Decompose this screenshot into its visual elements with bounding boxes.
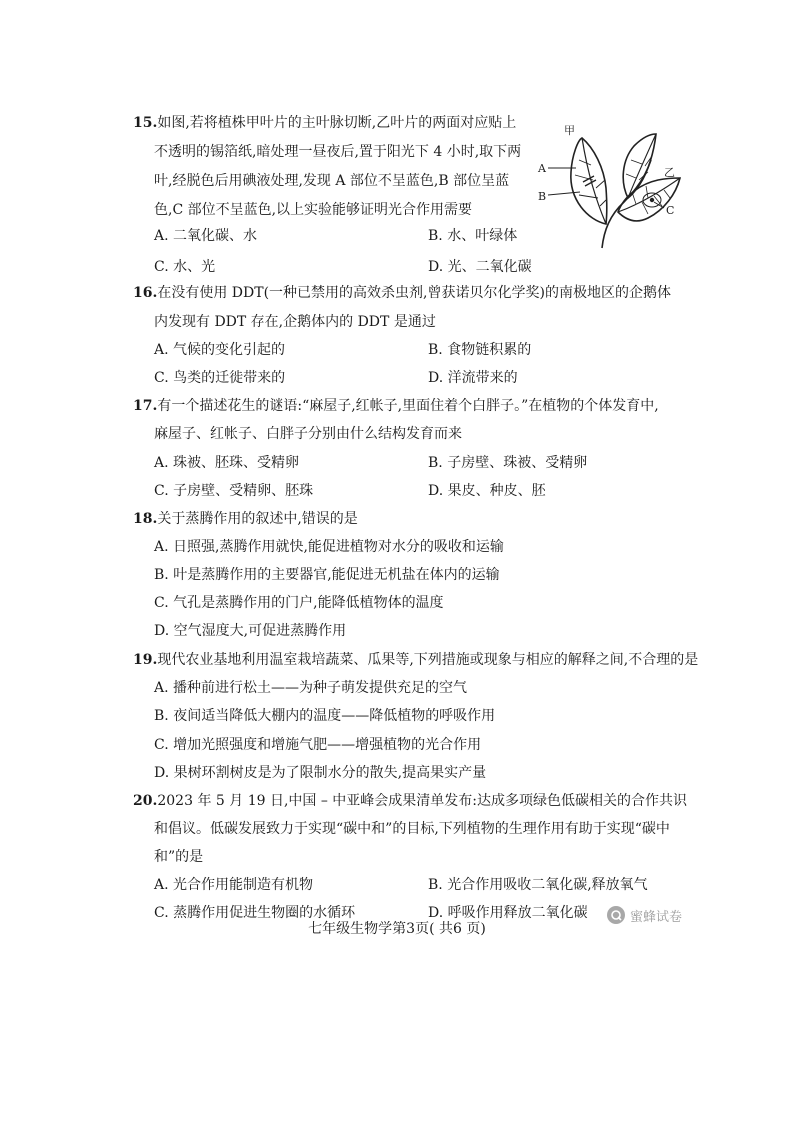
label-line-c [654, 202, 664, 208]
q15-option-b: B. 水、叶绿体 [428, 228, 518, 244]
q19-option-c: C. 增加光照强度和增施气肥——增强植物的光合作用 [154, 737, 482, 753]
q16-option-a: A. 气候的变化引起的 [154, 342, 286, 358]
q17-option-a: A. 珠被、胚珠、受精卵 [154, 455, 300, 471]
q20-option-d: D. 呼吸作用释放二氧化碳 [428, 905, 588, 921]
q18-number: 18. [133, 511, 158, 527]
label-line-b [548, 192, 580, 195]
page-footer: 七年级生物学第3页( 共6 页) [308, 921, 486, 937]
q19-option-b: B. 夜间适当降低大棚内的温度——降低植物的呼吸作用 [154, 708, 496, 724]
label-c: C [666, 204, 675, 217]
label-yi: 乙 [664, 166, 675, 179]
q15-line-1: 15.如图,若将植株甲叶片的主叶脉切断,乙叶片的两面对应贴上 [133, 115, 517, 131]
point-c-dot [650, 198, 654, 202]
q17-line-1: 17.有一个描述花生的谜语:“麻屋子,红帐子,里面住着个白胖子。”在植物的个体发育中, [133, 398, 659, 414]
q19-line-1: 19.现代农业基地利用温室栽培蔬菜、瓜果等,下列措施或现象与相应的解释之间,不合理的是 [133, 652, 699, 668]
q16-line-2: 内发现有 DDT 存在,企鹅体内的 DDT 是通过 [154, 314, 436, 330]
q15-line-3: 叶,经脱色后用碘液处理,发现 A 部位不呈蓝色,B 部位呈蓝 [154, 173, 510, 189]
plant-leaf-figure [536, 120, 686, 250]
label-a: A [538, 162, 546, 175]
label-b: B [538, 190, 547, 203]
q15-line-4: 色,C 部位不呈蓝色,以上实验能够证明光合作用需要 [154, 202, 473, 218]
watermark-text: 蜜蜂试卷 [630, 909, 683, 925]
q16-option-b: B. 食物链积累的 [428, 342, 532, 358]
q15-option-d: D. 光、二氧化碳 [428, 259, 532, 275]
q16-option-c: C. 鸟类的迁徙带来的 [154, 370, 286, 386]
q18-line-1: 18.关于蒸腾作用的叙述中,错误的是 [133, 511, 358, 527]
q20-option-c: C. 蒸腾作用促进生物圈的水循环 [154, 905, 356, 921]
plant-stem [602, 160, 651, 248]
q20-line-2: 和倡议。低碳发展致力于实现“碳中和”的目标,下列植物的生理作用有助于实现“碳中 [154, 821, 670, 837]
q17-line-2: 麻屋子、红帐子、白胖子分别由什么结构发育而来 [154, 426, 462, 442]
q19-option-a: A. 播种前进行松土——为种子萌发提供充足的空气 [154, 680, 468, 696]
label-jia: 甲 [564, 124, 575, 137]
q20-number: 20. [133, 793, 158, 809]
q20-line-3: 和”的是 [154, 849, 204, 865]
q19-number: 19. [133, 652, 158, 668]
leaf-upper-midrib [628, 134, 656, 198]
q18-option-b: B. 叶是蒸腾作用的主要器官,能促进无机盐在体内的运输 [154, 567, 500, 583]
q15-option-c: C. 水、光 [154, 259, 216, 275]
q18-option-d: D. 空气湿度大,可促进蒸腾作用 [154, 623, 347, 639]
q15-option-a: A. 二氧化碳、水 [154, 228, 258, 244]
q20-line-1: 20.2023 年 5 月 19 日,中国 – 中亚峰会成果清单发布:达成多项绿色低碳相关的合作共识 [133, 793, 688, 809]
q20-option-a: A. 光合作用能制造有机物 [154, 877, 314, 893]
q15-number: 15. [133, 115, 158, 131]
q15-line-2: 不透明的锡箔纸,暗处理一昼夜后,置于阳光下 4 小时,取下两 [154, 144, 522, 160]
q17-option-d: D. 果皮、种皮、胚 [428, 483, 546, 499]
q17-option-c: C. 子房壁、受精卵、胚珠 [154, 483, 314, 499]
q18-option-a: A. 日照强,蒸腾作用就快,能促进植物对水分的吸收和运输 [154, 539, 504, 555]
q16-number: 16. [133, 285, 158, 301]
q16-option-d: D. 洋流带来的 [428, 370, 518, 386]
q16-line-1: 16.在没有使用 DDT(一种已禁用的高效杀虫剂,曾获诺贝尔化学奖)的南极地区的企鹅体 [133, 285, 671, 301]
q18-option-c: C. 气孔是蒸腾作用的门户,能降低植物体的温度 [154, 595, 444, 611]
q19-option-d: D. 果树环割树皮是为了限制水分的散失,提高果实产量 [154, 765, 487, 781]
q17-number: 17. [133, 398, 158, 414]
q17-option-b: B. 子房壁、珠被、受精卵 [428, 455, 588, 471]
q20-option-b: B. 光合作用吸收二氧化碳,释放氧气 [428, 877, 648, 893]
